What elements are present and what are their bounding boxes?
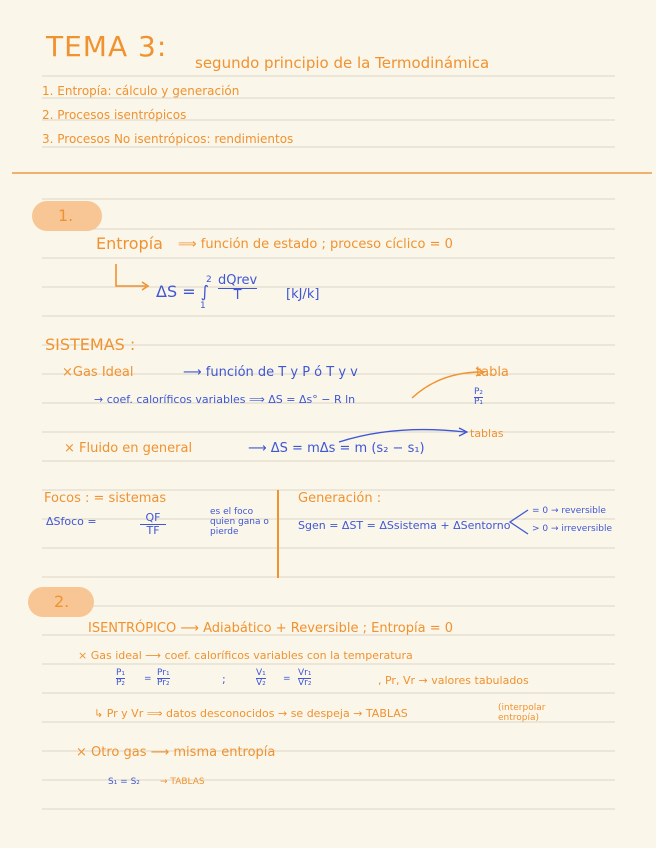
equals-sign: = (144, 674, 152, 684)
section-divider (12, 172, 652, 174)
vr-ratio (298, 669, 311, 689)
coef-text: → coef. caloríficos variables ⟹ ΔS = Δs° − R ln (94, 393, 356, 406)
entropy-units: [kJ/k] (286, 287, 320, 302)
page-subtitle: segundo principio de la Termodinámica (195, 54, 490, 72)
generacion-title: Generación : (298, 491, 382, 506)
desconocidos-line: ↳ Pr y Vr ⟹ datos desconocidos → se despeja → TABLAS (94, 707, 408, 720)
s1-equals-s2: S₁ = S₂ (108, 777, 140, 787)
fluido-text: ⟶ ΔS = mΔs = m (s₂ − s₁) (248, 441, 425, 456)
hook-arrow-icon (112, 262, 152, 292)
focos-fraction (140, 512, 166, 536)
entropia-label: Entropía (96, 234, 163, 253)
p2-value: P₂ (474, 387, 484, 397)
tablas-label: tablas (470, 427, 504, 440)
dsfoco-label: ΔSfoco = (46, 515, 97, 528)
fluido-label: × Fluido en general (64, 441, 193, 456)
focos-note: es el foco quien gana o pierde (210, 507, 269, 537)
page-title: TEMA 3: (46, 30, 168, 63)
sistemas-title: SISTEMAS : (45, 335, 136, 354)
p1-value: P₁ (116, 668, 126, 678)
tabla-label: tabla (476, 365, 509, 380)
separator: ; (222, 673, 226, 686)
isentropico-line: ISENTRÓPICO ⟶ Adiabático + Reversible ; Entropía = 0 (88, 621, 453, 636)
pr1-value: Pr₁ (157, 668, 170, 678)
p-ratio (116, 669, 125, 689)
focos-title: Focos : = sistemas (44, 491, 167, 506)
dq-numerator: dQrev (218, 273, 258, 288)
otro-gas-line: × Otro gas ⟶ misma entropía (76, 745, 276, 760)
v2-value: V₂ (256, 678, 266, 689)
reversible-condition: = 0 → reversible (532, 506, 606, 516)
tablas-note: → TABLAS (160, 777, 205, 787)
pr2-value: Pr₂ (157, 678, 170, 689)
index-item-3: 3. Procesos No isentrópicos: rendimientos (42, 132, 294, 146)
column-divider (277, 490, 279, 578)
section-1-number: 1. (58, 206, 74, 225)
tabulados-note: , Pr, Vr → valores tabulados (378, 674, 529, 687)
pr-ratio (157, 669, 170, 689)
sgen-formula: Sgen = ΔST = ΔSsistema + ΔSentorno (298, 519, 511, 532)
vr2-value: Vr₂ (298, 678, 312, 689)
gas-ideal-text: ⟶ función de T y P ó T y v (183, 365, 358, 380)
p2-value: P₂ (116, 678, 126, 689)
delta-s-integral: ΔS = ∫ (156, 282, 210, 301)
gas-ideal-label: ×Gas Ideal (62, 365, 134, 380)
irreversible-condition: > 0 → irreversible (532, 524, 612, 534)
pressure-ratio (474, 388, 483, 408)
dq-denominator: T (233, 287, 242, 303)
v1-value: V₁ (256, 668, 266, 678)
tf-value: TF (146, 523, 160, 537)
p1-value: P₁ (474, 397, 484, 408)
section-2-number: 2. (54, 592, 70, 611)
qf-value: QF (145, 511, 161, 524)
integral-upper: 2 (206, 275, 212, 285)
entropia-definition: ⟹ función de estado ; proceso cíclico = 0 (178, 237, 453, 252)
index-item-2: 2. Procesos isentrópicos (42, 108, 187, 122)
gas-ideal-variable: × Gas ideal ⟶ coef. caloríficos variables con la temperatura (78, 649, 413, 662)
equals-sign: = (283, 674, 291, 684)
index-item-1: 1. Entropía: cálculo y generación (42, 84, 240, 98)
branch-icon (508, 508, 530, 536)
integral-lower: 1 (200, 301, 206, 311)
interpolar-note: (interpolar entropía) (498, 703, 546, 723)
v-ratio (256, 669, 266, 689)
dq-fraction (218, 274, 257, 302)
vr1-value: Vr₁ (298, 668, 312, 678)
